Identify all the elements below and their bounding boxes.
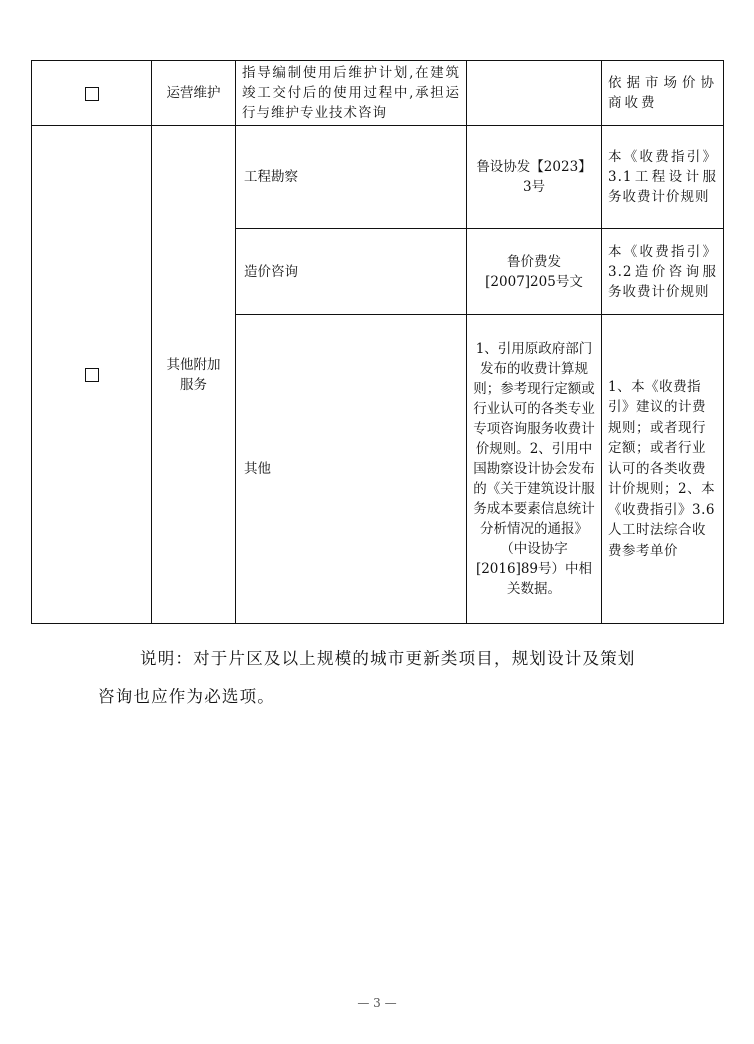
basis-cell [602, 61, 724, 126]
note-line-2: 咨询也应作为必选项。 [98, 687, 275, 706]
service-content: 造价咨询 [244, 263, 298, 280]
page-number: — 3 — [357, 996, 397, 1010]
service-name: 运营维护 [166, 85, 221, 101]
document-cell [467, 61, 602, 126]
service-content-cell [236, 315, 467, 624]
fee-basis: 1、本《收费指引》建议的计费规则；或者现行定额；或者行业认可的各类收费计价规则；2、本《收费指引》3.6人工时法综合收费参考单价 [608, 378, 716, 559]
service-content: 工程勘察 [244, 169, 298, 185]
basis-cell [602, 126, 724, 229]
checkbox-other-services[interactable] [85, 368, 99, 382]
table-row [32, 61, 724, 126]
service-content-cell [236, 61, 467, 126]
service-name-cell [152, 61, 236, 126]
fee-basis: 本《收费指引》3.1工程设计服务收费计价规则 [608, 149, 717, 205]
fee-standard-table [31, 60, 724, 624]
service-content-cell [236, 126, 467, 229]
service-content-cell [236, 229, 467, 315]
service-content: 指导编制使用后维护计划,在建筑竣工交付后的使用过程中,承担运行与维护专业技术咨询 [242, 65, 460, 121]
checkbox-operation-maintenance[interactable] [85, 87, 99, 101]
fee-basis: 本《收费指引》3.2造价咨询服务收费计价规则 [608, 243, 717, 300]
select-cell[interactable] [32, 126, 152, 624]
document-ref: 1、引用原政府部门发布的收费计算规则；参考现行定额或行业认可的各类专业专项咨询服务收费计价规则。2、引用中国勘察设计协会发布的《关于建筑设计服务成本要素信息统计分析情况的通报》（中设协字[2016]89号）中相关数据。 [473, 341, 595, 597]
table-row [32, 126, 724, 229]
note-line-1: 说明：对于片区及以上规模的城市更新类项目，规划设计及策划 [140, 649, 636, 668]
service-content: 其他 [244, 461, 271, 477]
service-name: 其他附加服务 [166, 356, 221, 393]
document-ref: 鲁价费发[2007]205号文 [485, 253, 583, 290]
document-cell [467, 229, 602, 315]
document-cell [467, 315, 602, 624]
basis-cell [602, 315, 724, 624]
document-ref: 鲁设协发【2023】3号 [476, 159, 592, 195]
explanatory-note [98, 640, 668, 716]
select-cell[interactable] [32, 61, 152, 126]
service-name-cell [152, 126, 236, 624]
document-cell [467, 126, 602, 229]
fee-basis: 依据市场价协商收费 [608, 75, 717, 111]
basis-cell [602, 229, 724, 315]
